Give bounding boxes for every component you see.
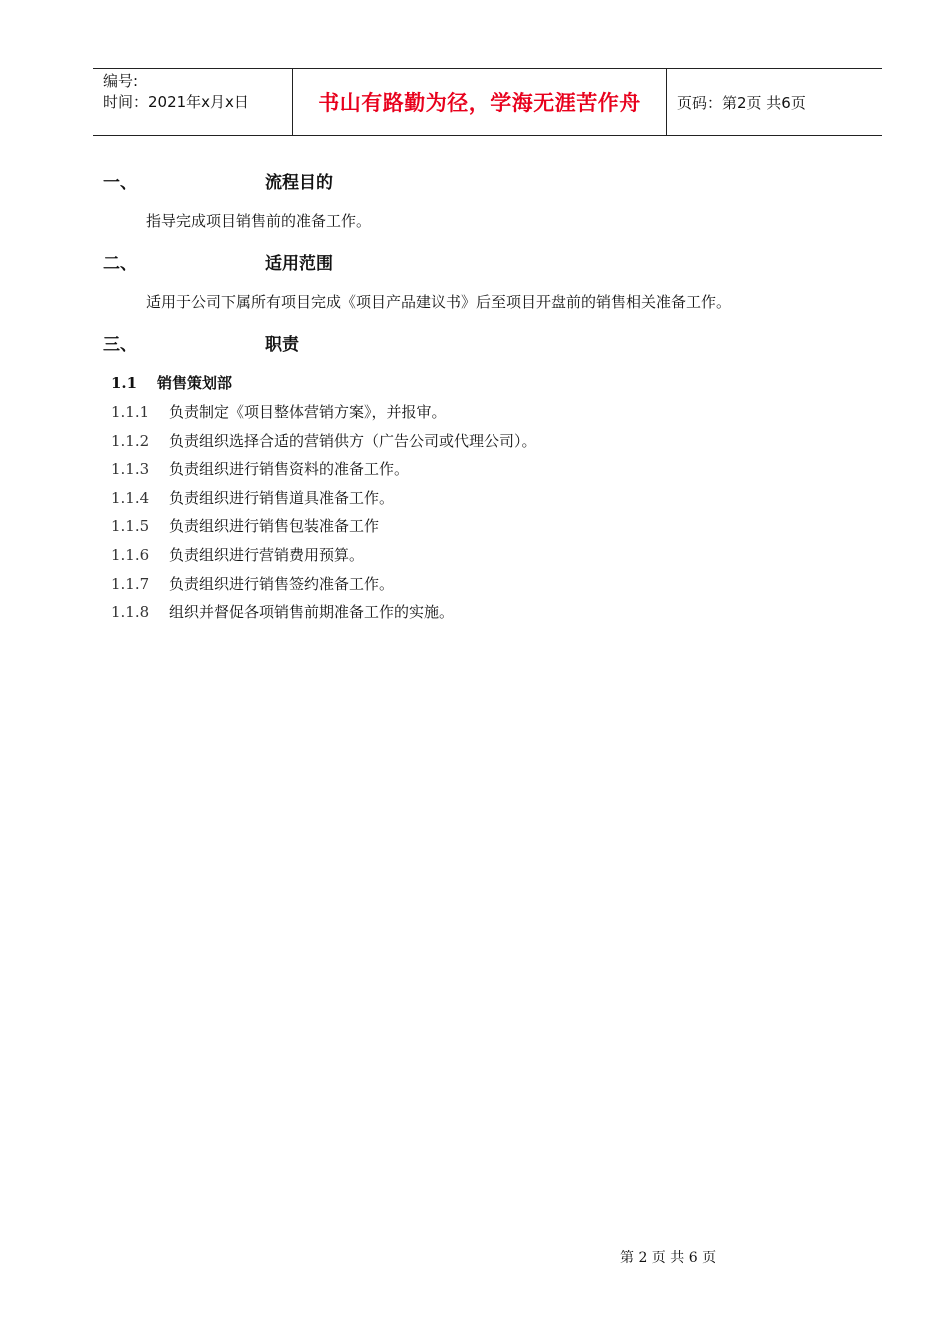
- doc-number-label: 编号:: [103, 72, 139, 90]
- section-paragraph-1: 指导完成项目销售前的准备工作。: [146, 212, 372, 230]
- item-number: 1.1.5: [111, 517, 150, 535]
- item-text: 负责组织选择合适的营销供方（广告公司或代理公司）。: [169, 432, 537, 450]
- item-text: 负责制定《项目整体营销方案》，并报审。: [169, 403, 447, 421]
- item-number: 1.1.3: [111, 460, 150, 478]
- list-item: [111, 487, 394, 508]
- list-item: [111, 573, 394, 594]
- list-item: [111, 401, 447, 422]
- item-text: 负责组织进行销售签约准备工作。: [169, 575, 395, 593]
- item-number: 1.1.4: [111, 489, 150, 507]
- item-number: 1.1.7: [111, 575, 150, 593]
- header-motto-cell: [293, 69, 667, 135]
- item-text: 负责组织进行营销费用预算。: [169, 546, 365, 564]
- section-paragraph-2: 适用于公司下属所有项目完成《项目产品建议书》后至项目开盘前的销售相关准备工作。: [146, 293, 732, 311]
- doc-time-label: 时间：2021年x月x日: [103, 93, 249, 111]
- header-motto: 书山有路勤为径，学海无涯苦作舟: [318, 90, 641, 115]
- header-meta: [93, 69, 293, 135]
- subsection-heading: [111, 372, 232, 393]
- section-title: 流程目的: [265, 173, 333, 193]
- list-item: [111, 430, 537, 451]
- section-number: 二、: [103, 254, 137, 274]
- list-item: [111, 601, 454, 622]
- header-page-cell: [667, 69, 882, 135]
- list-item: [111, 515, 379, 536]
- document-header: [93, 68, 882, 136]
- list-item: [111, 458, 409, 479]
- item-number: 1.1.2: [111, 432, 150, 450]
- section-number: 一、: [103, 173, 137, 193]
- section-title: 适用范围: [265, 254, 333, 274]
- item-text: 组织并督促各项销售前期准备工作的实施。: [169, 603, 455, 621]
- item-text: 负责组织进行销售资料的准备工作。: [169, 460, 410, 478]
- subsection-number: 1.1: [111, 374, 138, 392]
- section-number: 三、: [103, 335, 137, 355]
- item-number: 1.1.8: [111, 603, 150, 621]
- section-title: 职责: [265, 335, 299, 355]
- header-page-info: 页码：第2页 共6页: [677, 93, 806, 112]
- item-text: 负责组织进行销售包装准备工作: [169, 517, 380, 535]
- subsection-title: 销售策划部: [157, 374, 233, 392]
- item-number: 1.1.1: [111, 403, 150, 421]
- item-number: 1.1.6: [111, 546, 150, 564]
- page-footer: 第 2 页 共 6 页: [620, 1250, 717, 1266]
- item-text: 负责组织进行销售道具准备工作。: [169, 489, 395, 507]
- list-item: [111, 544, 364, 565]
